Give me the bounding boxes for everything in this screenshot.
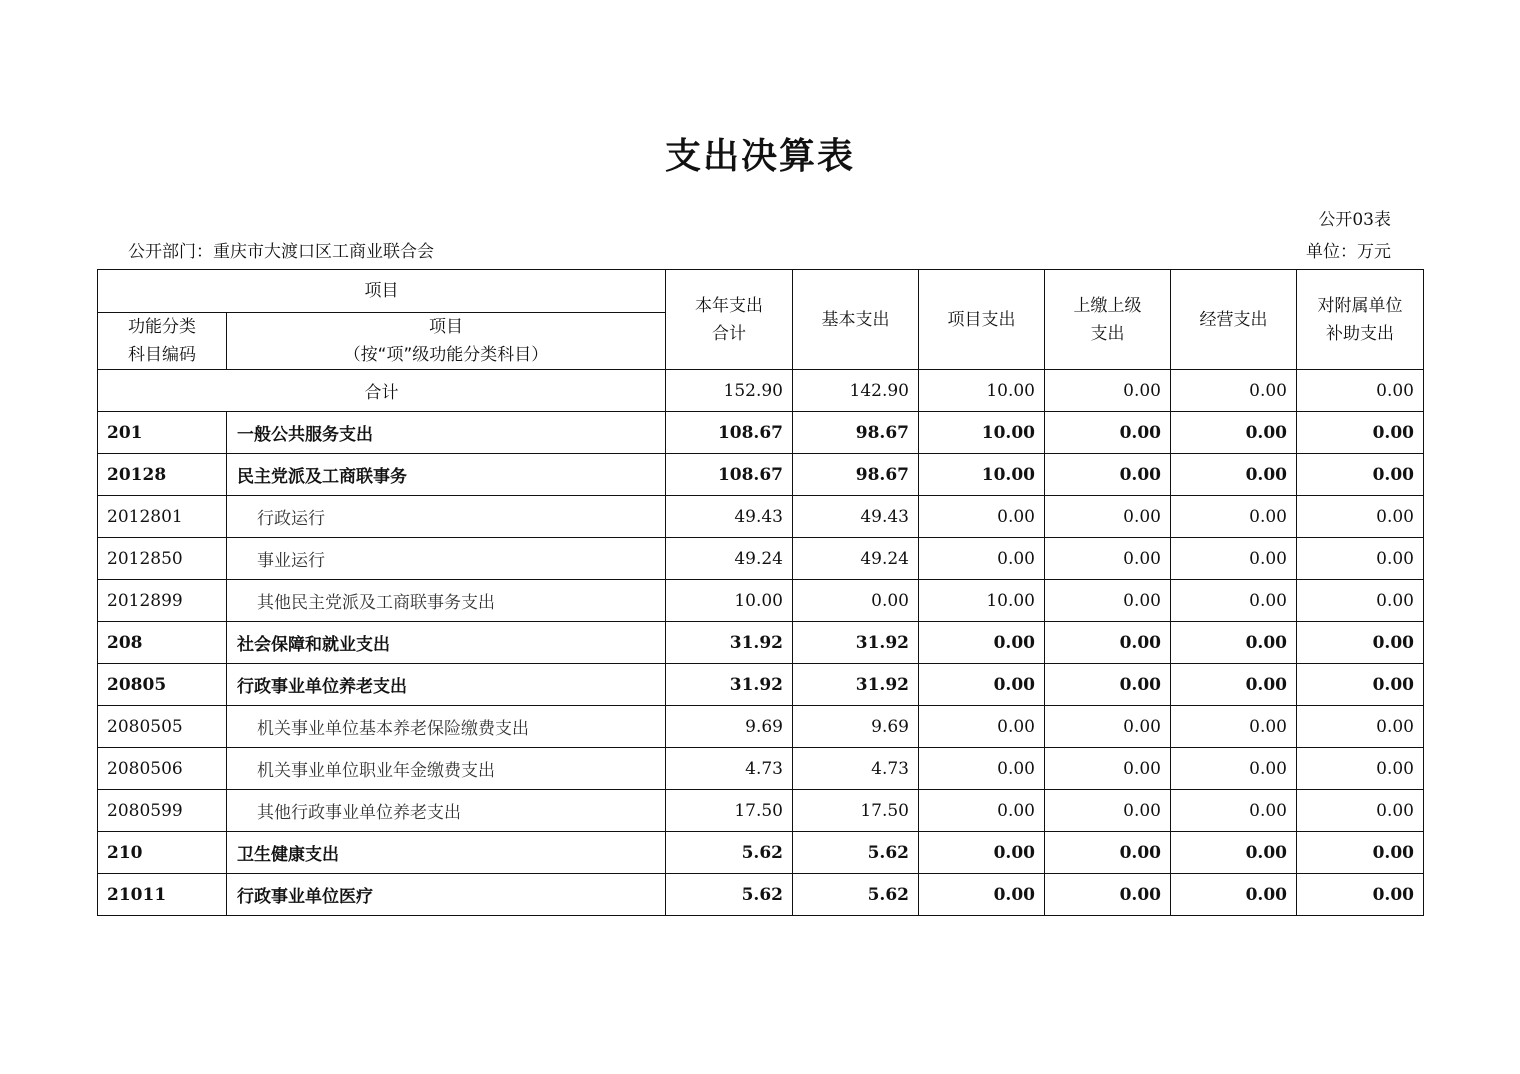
total-cell: 10.00	[919, 370, 1045, 412]
row-value: 0.00	[1171, 412, 1297, 454]
row-name: 一般公共服务支出	[227, 412, 666, 454]
row-value: 0.00	[1171, 790, 1297, 832]
table-row	[98, 790, 1424, 832]
table-header	[98, 270, 1424, 370]
row-code: 210	[98, 832, 227, 874]
header-name-line2: （按“项”级功能分类科目）	[343, 345, 549, 365]
total-cell: 0.00	[1171, 370, 1297, 412]
total-cell: 142.90	[793, 370, 919, 412]
header-item-group: 项目	[98, 270, 666, 313]
row-name: 民主党派及工商联事务	[227, 454, 666, 496]
row-value: 108.67	[666, 412, 793, 454]
row-value: 31.92	[793, 664, 919, 706]
row-value: 4.73	[793, 748, 919, 790]
row-value: 0.00	[919, 664, 1045, 706]
row-value: 0.00	[793, 580, 919, 622]
row-code: 20805	[98, 664, 227, 706]
row-code: 2012801	[98, 496, 227, 538]
total-label: 合计	[98, 370, 666, 412]
header-name-line1: 项目	[429, 317, 463, 337]
row-code: 2012899	[98, 580, 227, 622]
total-row	[98, 370, 1424, 412]
total-cell: 0.00	[1045, 370, 1171, 412]
row-value: 10.00	[919, 580, 1045, 622]
row-value: 17.50	[666, 790, 793, 832]
table-row	[98, 454, 1424, 496]
row-value: 0.00	[1045, 706, 1171, 748]
row-value: 17.50	[793, 790, 919, 832]
row-value: 0.00	[1297, 538, 1424, 580]
unit-label: 单位：万元	[1306, 242, 1391, 262]
header-upper-line1: 上缴上级	[1073, 295, 1142, 316]
row-value: 0.00	[1297, 706, 1424, 748]
row-value: 0.00	[1045, 874, 1171, 916]
row-value: 49.43	[666, 496, 793, 538]
row-name: 行政事业单位养老支出	[227, 664, 666, 706]
page-title: 支出决算表	[664, 136, 855, 177]
row-value: 0.00	[1297, 748, 1424, 790]
row-code: 20128	[98, 454, 227, 496]
row-value: 0.00	[1045, 538, 1171, 580]
header-basic: 基本支出	[793, 270, 919, 370]
row-value: 0.00	[1171, 874, 1297, 916]
table-row	[98, 538, 1424, 580]
row-name: 其他民主党派及工商联事务支出	[227, 580, 666, 622]
table-row	[98, 664, 1424, 706]
header-code-line2: 科目编码	[128, 345, 196, 365]
row-value: 5.62	[793, 832, 919, 874]
row-name: 行政运行	[227, 496, 666, 538]
row-value: 10.00	[919, 412, 1045, 454]
header-project: 项目支出	[919, 270, 1045, 370]
row-value: 49.24	[793, 538, 919, 580]
row-value: 0.00	[1045, 496, 1171, 538]
row-name: 事业运行	[227, 538, 666, 580]
row-value: 0.00	[1297, 580, 1424, 622]
total-cell: 0.00	[1297, 370, 1424, 412]
header-upper	[1045, 270, 1171, 370]
table-number: 公开03表	[1318, 210, 1391, 230]
row-value: 0.00	[1171, 622, 1297, 664]
row-value: 0.00	[1171, 706, 1297, 748]
header-upper-line2: 支出	[1090, 323, 1125, 344]
row-value: 49.24	[666, 538, 793, 580]
row-code: 2080505	[98, 706, 227, 748]
row-value: 0.00	[1297, 622, 1424, 664]
row-value: 5.62	[666, 874, 793, 916]
row-value: 0.00	[919, 538, 1045, 580]
department-label: 公开部门：重庆市大渡口区工商业联合会	[128, 242, 434, 262]
row-name: 机关事业单位职业年金缴费支出	[227, 748, 666, 790]
row-name: 机关事业单位基本养老保险缴费支出	[227, 706, 666, 748]
row-value: 0.00	[919, 706, 1045, 748]
table-row	[98, 874, 1424, 916]
row-value: 0.00	[1045, 412, 1171, 454]
table-row	[98, 832, 1424, 874]
row-value: 0.00	[1171, 496, 1297, 538]
row-value: 98.67	[793, 454, 919, 496]
row-value: 0.00	[1297, 874, 1424, 916]
row-name: 社会保障和就业支出	[227, 622, 666, 664]
row-value: 0.00	[919, 748, 1045, 790]
row-value: 0.00	[1297, 496, 1424, 538]
table-row	[98, 622, 1424, 664]
row-name: 其他行政事业单位养老支出	[227, 790, 666, 832]
row-code: 21011	[98, 874, 227, 916]
row-value: 9.69	[666, 706, 793, 748]
row-value: 0.00	[919, 496, 1045, 538]
row-value: 0.00	[1045, 454, 1171, 496]
row-value: 0.00	[1045, 748, 1171, 790]
row-value: 31.92	[666, 622, 793, 664]
row-value: 0.00	[1045, 832, 1171, 874]
row-value: 0.00	[1045, 790, 1171, 832]
header-business: 经营支出	[1171, 270, 1297, 370]
header-total	[666, 270, 793, 370]
row-value: 0.00	[1297, 664, 1424, 706]
row-value: 4.73	[666, 748, 793, 790]
row-code: 201	[98, 412, 227, 454]
row-value: 0.00	[1171, 538, 1297, 580]
row-name: 卫生健康支出	[227, 832, 666, 874]
row-name: 行政事业单位医疗	[227, 874, 666, 916]
row-value: 0.00	[1045, 664, 1171, 706]
row-value: 10.00	[919, 454, 1045, 496]
row-value: 0.00	[1297, 412, 1424, 454]
total-cell: 152.90	[666, 370, 793, 412]
row-value: 31.92	[793, 622, 919, 664]
row-code: 2080506	[98, 748, 227, 790]
row-value: 98.67	[793, 412, 919, 454]
expenditure-table	[97, 269, 1424, 916]
row-value: 0.00	[1171, 580, 1297, 622]
row-code: 2080599	[98, 790, 227, 832]
row-value: 5.62	[666, 832, 793, 874]
row-value: 0.00	[1171, 832, 1297, 874]
row-code: 2012850	[98, 538, 227, 580]
table-body	[98, 370, 1424, 916]
header-subsidy-line2: 补助支出	[1326, 323, 1394, 344]
row-value: 0.00	[1171, 454, 1297, 496]
row-value: 49.43	[793, 496, 919, 538]
row-value: 0.00	[919, 622, 1045, 664]
row-value: 0.00	[919, 790, 1045, 832]
row-value: 0.00	[1045, 580, 1171, 622]
row-value: 0.00	[1297, 832, 1424, 874]
table-row	[98, 748, 1424, 790]
header-code	[98, 313, 227, 370]
table-row	[98, 580, 1424, 622]
header-subsidy	[1297, 270, 1424, 370]
row-value: 5.62	[793, 874, 919, 916]
row-value: 0.00	[1297, 790, 1424, 832]
table-row	[98, 706, 1424, 748]
row-code: 208	[98, 622, 227, 664]
header-name	[227, 313, 666, 370]
row-value: 0.00	[1045, 622, 1171, 664]
row-value: 10.00	[666, 580, 793, 622]
row-value: 0.00	[919, 874, 1045, 916]
row-value: 31.92	[666, 664, 793, 706]
header-subsidy-line1: 对附属单位	[1317, 295, 1403, 316]
row-value: 0.00	[1171, 664, 1297, 706]
row-value: 0.00	[1171, 748, 1297, 790]
row-value: 108.67	[666, 454, 793, 496]
row-value: 9.69	[793, 706, 919, 748]
header-code-line1: 功能分类	[128, 317, 196, 337]
row-value: 0.00	[919, 832, 1045, 874]
table-row	[98, 412, 1424, 454]
header-total-line1: 本年支出	[695, 295, 763, 316]
table-row	[98, 496, 1424, 538]
row-value: 0.00	[1297, 454, 1424, 496]
header-total-line2: 合计	[712, 323, 746, 344]
